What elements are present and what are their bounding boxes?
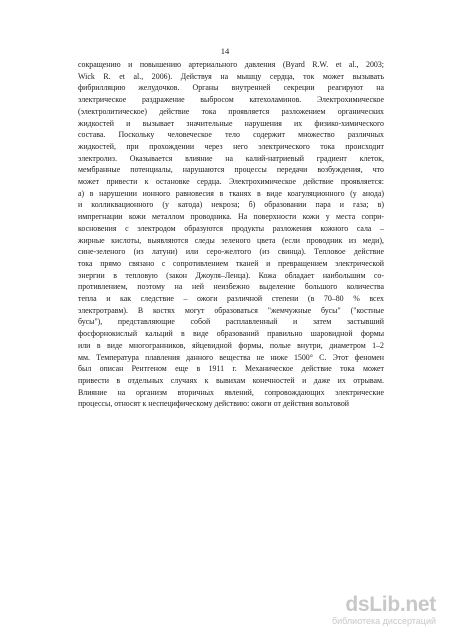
text-line: фосфорнокислый кальций в виде образований правильно шаровидной формы	[78, 329, 384, 339]
text-line: жидкостей и вызывает значительные нарушения их физико-химического	[78, 118, 384, 128]
watermark-logo: dsLib.net	[345, 593, 436, 616]
text-line: фибрилляцию желудочков. Органы внутренней секреции реагируют на	[78, 83, 384, 93]
watermark-caption: библиотека диссертаций	[331, 616, 436, 626]
text-line: косновения с электродом образуются продукты разложения кожного сала –	[78, 223, 384, 233]
text-line: а) в нарушении ионного равновесия в тканях в виде коагуляционного (у анода)	[78, 188, 384, 198]
text-line: жидкостей, при прохождении через него электрического тока происходит	[78, 141, 384, 151]
text-line: (электролитическое) действие тока проявляется разложением органических	[78, 106, 384, 116]
text-line: противлением, поэтому на ней неизбежно выделение большого количества	[78, 282, 384, 292]
text-line: был описан Рентгеном еще в 1911 г. Механическое действие тока может	[78, 364, 384, 374]
page-number: 14	[220, 46, 230, 56]
text-line: привести в отдельных случаях к вывихам конечностей и даже их отрывам.	[78, 375, 384, 385]
text-line: сокращению и повышению артериального давления (Byard R.W. et al., 2003;	[78, 60, 384, 69]
text-line: электролиз. Оказывается влияние на калий-натриевый градиент клеток,	[78, 153, 384, 163]
text-line: мембранные потенциалы, нарушаются процессы передачи возбуждения, что	[78, 165, 384, 175]
text-line: электротравм). В костях могут образоваться "жемчужные бусы" ("костные	[78, 305, 384, 315]
text-line: процессы, относят к неспецифическому действию: ожоги от действия вольтовой	[78, 399, 349, 409]
text-line: может привести к остановке сердца. Электрохимическое действие проявляется:	[78, 177, 384, 187]
text-line: жирные кислоты, выявляются следы зеленого цвета (если проводник из меди),	[78, 235, 384, 245]
text-line: тепла и как следствие – ожоги различной степени (в 70–80 % всех	[78, 294, 384, 304]
text-line: тока прямо связано с сопротивлением тканей и превращением электрической	[78, 258, 384, 268]
text-line: электрическое раздражение выбросом катехоламинов. Электрохимическое	[78, 95, 384, 105]
text-line: энергии в тепловую (закон Джоуля–Ленца). Кожа обладает наибольшим со-	[78, 270, 384, 280]
text-line: бусы"), представляющие собой расплавленный и затем застывший	[78, 317, 384, 327]
text-line: состава. Поскольку человеческое тело содержит множество различных	[78, 130, 384, 140]
text-line: Wick R. et al., 2006). Действуя на мышцу сердца, ток может вызывать	[78, 71, 384, 81]
text-line: мм. Температура плавления данного вещества не ниже 1500° С. Этот феномен	[78, 352, 384, 362]
text-line: Влияние на организм вторичных явлений, сопровождающих электрические	[78, 387, 384, 397]
text-line: сине-зеленого (из латуни) или серо-желтого (из свинца). Тепловое действие	[78, 247, 384, 257]
watermark	[316, 594, 436, 627]
text-line: или в виде многогранников, яйцевидной формы, полые внутри, диаметром 1–2	[78, 340, 384, 350]
text-line: импрегнации кожи металлом проводника. На поверхности кожи у места сопри-	[78, 212, 384, 222]
body-text	[78, 59, 384, 410]
text-line: и колликвационного (у катода) некроза; б) образовании пара и газа; в)	[78, 200, 384, 210]
